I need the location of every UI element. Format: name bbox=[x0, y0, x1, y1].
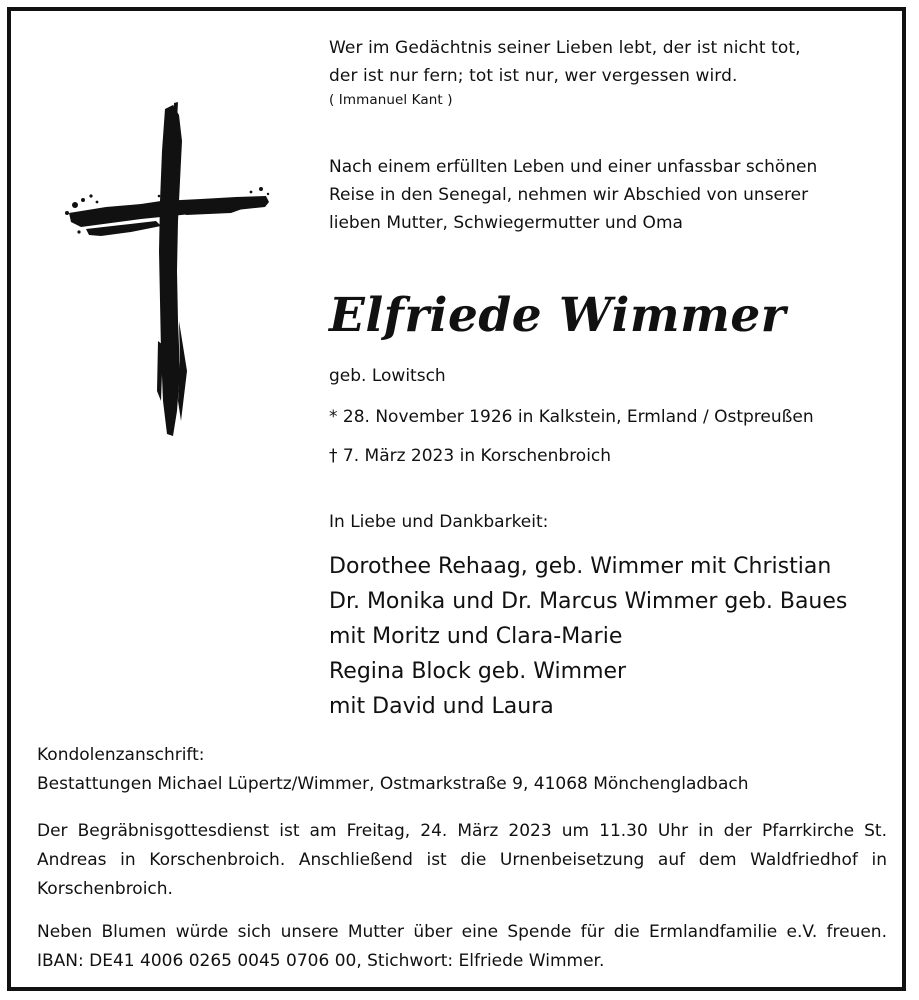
intro-line: Nach einem erfüllten Leben und einer unfassbar schönen bbox=[329, 157, 818, 177]
quote-line: Wer im Gedächtnis seiner Lieben lebt, der ist nicht tot, bbox=[329, 38, 801, 58]
funeral-service-text: Der Begräbnisgottesdienst ist am Freitag, 24. März 2023 um 11.30 Uhr in der Pfarrkirche St. Andreas in Korschenbroich. Anschließend ist die Urnenbeisetzung auf dem Waldfriedhof in Korschenbroich. bbox=[37, 821, 887, 899]
condolence-address bbox=[37, 741, 887, 799]
mourner-line: mit Moritz und Clara-Marie bbox=[329, 624, 623, 649]
birth-date: * 28. November 1926 in Kalkstein, Ermland / Ostpreußen bbox=[329, 407, 814, 427]
mourner-line: Dorothee Rehaag, geb. Wimmer mit Christian bbox=[329, 554, 832, 579]
mourners-list bbox=[329, 549, 847, 724]
quote-line: der ist nur fern; tot ist nur, wer vergessen wird. bbox=[329, 66, 738, 86]
mourner-line: Dr. Monika und Dr. Marcus Wimmer geb. Baues bbox=[329, 589, 848, 614]
brush-cross-icon bbox=[61, 101, 276, 446]
obituary-notice bbox=[7, 7, 906, 991]
death-date: † 7. März 2023 in Korschenbroich bbox=[329, 446, 612, 466]
intro-line: Reise in den Senegal, nehmen wir Abschied von unserer bbox=[329, 185, 809, 205]
donation-text: Neben Blumen würde sich unsere Mutter über eine Spende für die Ermlandfamilie e.V. freuen. IBAN: DE41 4006 0265 0045 0706 00, Stichwort: Elfriede Wimmer. bbox=[37, 922, 887, 971]
maiden-name: geb. Lowitsch bbox=[329, 366, 446, 386]
mourner-line: Regina Block geb. Wimmer bbox=[329, 659, 627, 684]
mourner-line: mit David und Laura bbox=[329, 694, 554, 719]
intro-text bbox=[329, 153, 817, 237]
condolence-address-line: Bestattungen Michael Lüpertz/Wimmer, Ostmarkstraße 9, 41068 Mönchengladbach bbox=[37, 774, 749, 794]
quote-author: ( Immanuel Kant ) bbox=[329, 92, 453, 108]
condolence-label: Kondolenzanschrift: bbox=[37, 745, 205, 765]
kant-quote bbox=[329, 34, 801, 110]
intro-line: lieben Mutter, Schwiegermutter und Oma bbox=[329, 213, 683, 233]
deceased-name: Elfriede Wimmer bbox=[329, 288, 786, 343]
mourners-heading: In Liebe und Dankbarkeit: bbox=[329, 512, 549, 532]
